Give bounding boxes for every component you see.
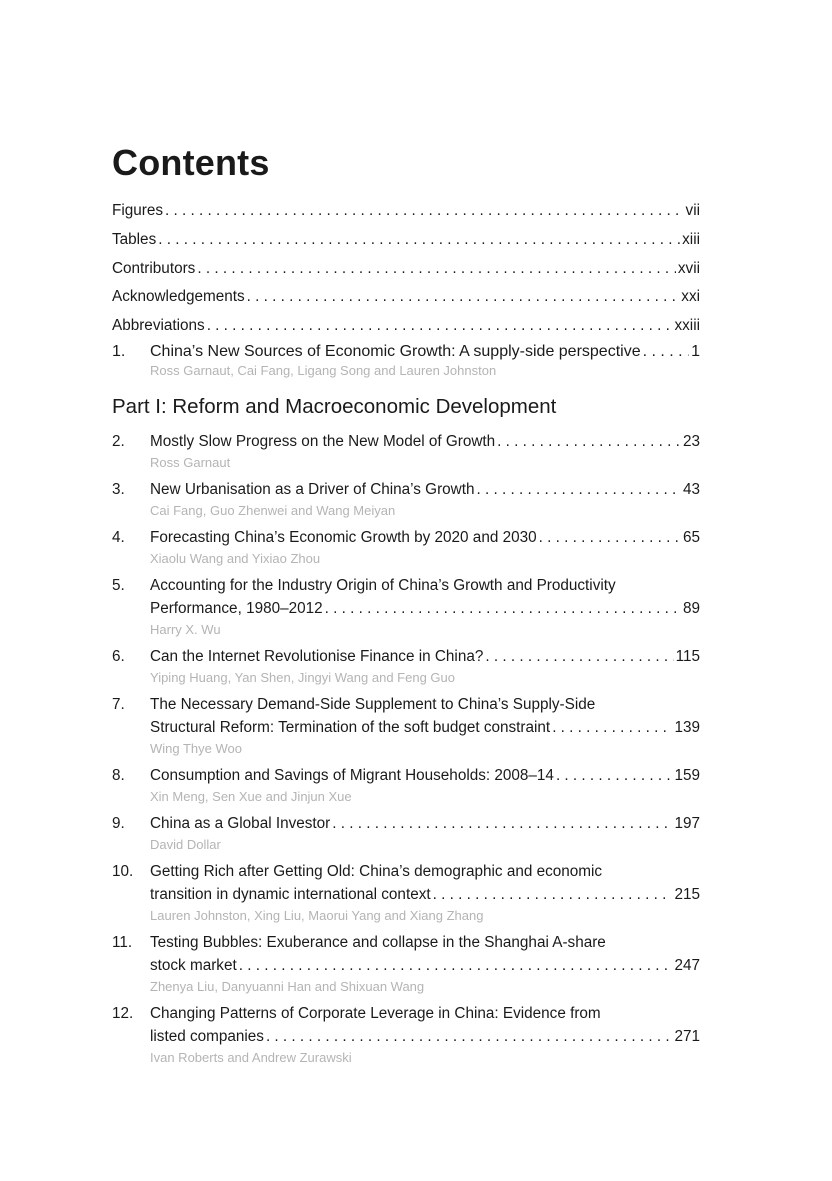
entry-title: Contributors [112,259,196,277]
toc-entry-front-matter[interactable] [112,285,700,314]
chapter-title-line [150,954,700,977]
chapter-authors: Xin Meng, Sen Xue and Jinjun Xue [150,788,352,804]
chapter-list [112,430,700,1067]
page-number: xiii [682,230,700,248]
toc-entry-front-matter[interactable] [112,257,700,286]
page-number: 43 [682,480,700,498]
chapter-authors: Xiaolu Wang and Yixiao Zhou [150,550,321,566]
chapter-authors: Zhenya Liu, Danyuanni Han and Shixuan Wang [150,978,425,994]
toc-entry-chapter[interactable] [112,812,700,854]
page-number: xxi [681,288,700,306]
page-number: 271 [674,1027,700,1045]
page-number: 215 [674,885,700,903]
toc-entry-chapter[interactable] [112,645,700,687]
dot-leader [497,430,681,453]
chapter-number: 10. [112,862,134,880]
chapter-number: 11. [112,933,133,951]
chapter-title: China as a Global Investor [150,814,331,832]
toc-entry-chapter[interactable] [112,478,700,520]
chapter-title: Mostly Slow Progress on the New Model of Growth [150,432,496,450]
page-number: 139 [674,718,700,736]
dot-leader [266,1025,673,1048]
dot-leader [556,764,673,787]
dot-leader [332,812,672,835]
page-number: 1 [691,342,700,360]
chapter-title: Forecasting China’s Economic Growth by 2020 and 2030 [150,528,537,546]
chapter-authors: Ross Garnaut [150,454,231,470]
chapter-authors: Ross Garnaut, Cai Fang, Ligang Song and Lauren Johnston [150,362,497,378]
dot-leader [165,199,684,222]
chapter-title-first-line: Accounting for the Industry Origin of China’s Growth and Productivity [150,576,616,594]
chapter-title-first-line: Testing Bubbles: Exuberance and collapse in the Shanghai A-share [150,933,606,951]
chapter-number: 3. [112,480,125,498]
dot-leader [552,716,672,739]
dot-leader [433,883,673,906]
chapter-title-line [150,764,700,787]
chapter-authors: David Dollar [150,836,221,852]
entry-title: Acknowledgements [112,288,245,306]
chapter-authors: Ivan Roberts and Andrew Zurawski [150,1049,352,1065]
chapter-title: listed companies [150,1027,264,1045]
chapter-authors: Wing Thye Woo [150,740,243,756]
dot-leader [476,478,681,501]
chapter-title: China’s New Sources of Economic Growth: A supply-side perspective [150,342,641,360]
page-number: 159 [674,766,700,784]
toc-entry-front-matter[interactable] [112,199,700,228]
chapter-number: 8. [112,766,125,784]
part-heading: Part I: Reform and Macroeconomic Development [112,394,557,418]
chapter-title: Performance, 1980–2012 [150,599,323,617]
chapter-number: 2. [112,432,125,450]
chapter-title-line [150,883,700,906]
chapter-number: 12. [112,1004,134,1022]
page-number: 115 [675,647,700,665]
chapter-authors: Yiping Huang, Yan Shen, Jingyi Wang and Feng Guo [150,669,455,685]
chapter-number: 7. [112,695,125,713]
toc-entry-chapter[interactable] [112,764,700,806]
page-number: xxiii [674,317,700,335]
dot-leader [158,228,680,251]
chapter-title-line [150,716,700,739]
table-of-contents [112,199,700,1073]
chapter-title-line [150,526,700,549]
page-title: Contents [112,142,270,183]
toc-entry-chapter[interactable] [112,860,700,925]
chapter-title-first-line: Getting Rich after Getting Old: China’s demographic and economic [150,862,603,880]
dot-leader [325,597,681,620]
entry-title: Tables [112,230,157,248]
chapter-title-line [150,597,700,620]
page-number: 65 [682,528,700,546]
toc-entry-chapter[interactable] [112,430,700,472]
toc-entry-front-matter[interactable] [112,314,700,343]
chapter-title: Consumption and Savings of Migrant Households: 2008–14 [150,766,554,784]
dot-leader [485,645,673,668]
chapter-title-first-line: The Necessary Demand-Side Supplement to China’s Supply-Side [150,695,596,713]
dot-leader [239,954,673,977]
entry-title: Figures [112,202,164,219]
chapter-title: stock market [150,956,237,974]
chapter-title-first-line: Changing Patterns of Corporate Leverage in China: Evidence from [150,1004,601,1022]
front-matter-list [112,199,700,343]
page-number: xvii [677,259,700,277]
page-number: vii [685,202,700,219]
entry-title: Abbreviations [112,317,205,335]
dot-leader [197,257,676,280]
chapter-number: 4. [112,528,125,546]
page-number: 89 [682,599,700,617]
toc-entry-front-matter[interactable] [112,228,700,257]
chapter-number: 1. [112,342,126,360]
chapter-authors: Lauren Johnston, Xing Liu, Maorui Yang and Xiang Zhang [150,907,484,923]
chapter-authors: Cai Fang, Guo Zhenwei and Wang Meiyan [150,502,396,518]
toc-entry-chapter[interactable] [112,931,700,996]
page-number: 197 [674,814,700,832]
chapter-title: Can the Internet Revolutionise Finance in China? [150,647,484,665]
toc-entry-chapter[interactable] [112,574,700,639]
page-number: 247 [674,956,700,974]
toc-entry-intro[interactable] [112,343,700,380]
chapter-number: 9. [112,814,125,832]
toc-entry-chapter[interactable] [112,1002,700,1067]
chapter-title-line [150,1025,700,1048]
chapter-authors: Harry X. Wu [150,621,221,637]
dot-leader [643,343,689,361]
dot-leader [207,314,673,337]
chapter-title: transition in dynamic international context [150,885,431,903]
dot-leader [539,526,681,549]
dot-leader [247,285,680,308]
toc-entry-chapter[interactable] [112,693,700,758]
chapter-title: New Urbanisation as a Driver of China’s Growth [150,480,475,498]
chapter-number: 5. [112,576,125,594]
page-number: 23 [682,432,700,450]
chapter-title-line [150,812,700,835]
toc-entry-chapter[interactable] [112,526,700,568]
chapter-number: 6. [112,647,125,665]
chapter-title-line [150,478,700,501]
chapter-title-line [150,645,700,668]
chapter-title-line [150,430,700,453]
chapter-title: Structural Reform: Termination of the soft budget constraint [150,718,551,736]
